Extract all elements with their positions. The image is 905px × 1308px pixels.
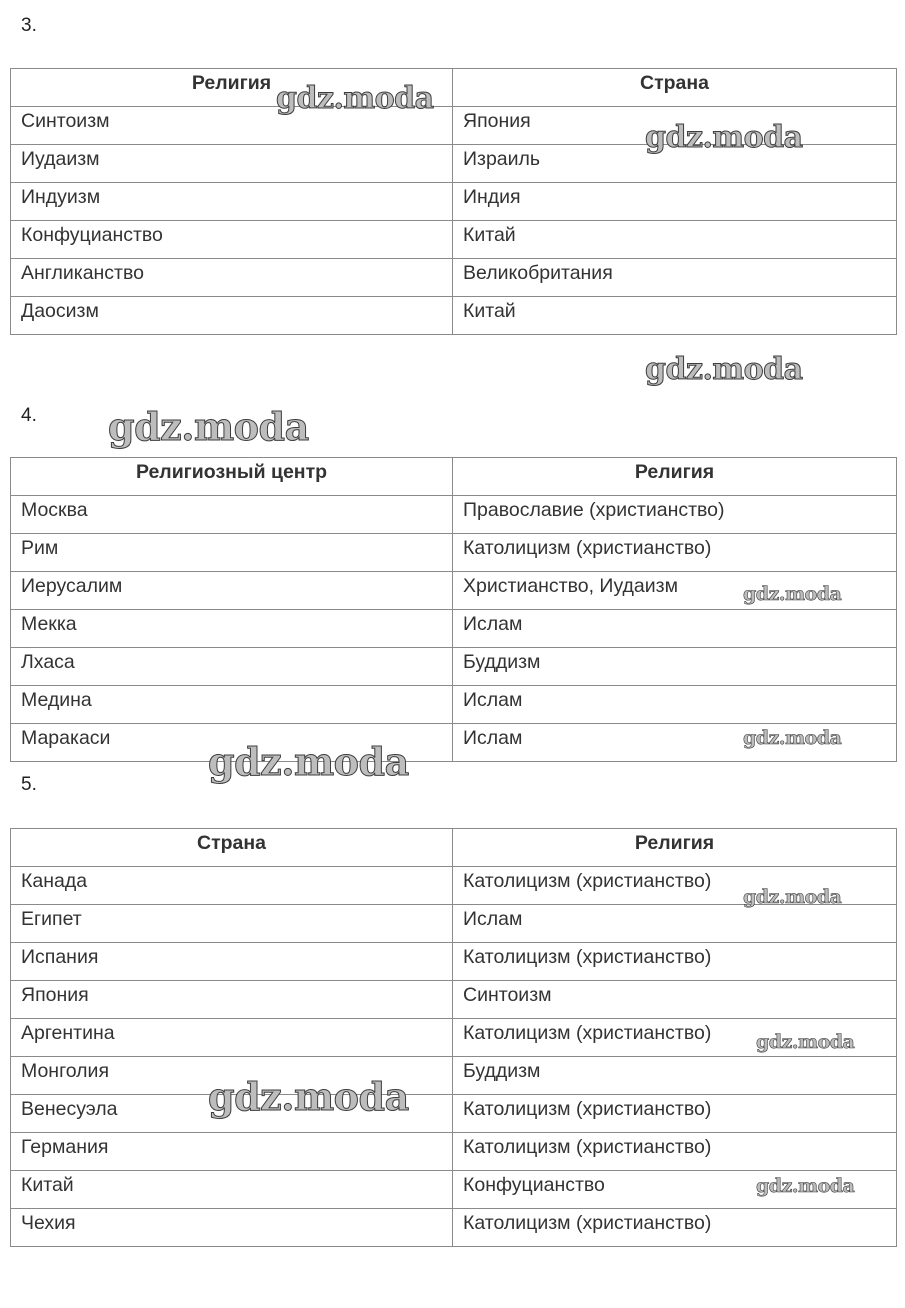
table-header-row xyxy=(11,458,897,496)
table-cell: Ислам xyxy=(453,686,897,724)
table-row xyxy=(11,221,897,259)
table-cell: Индия xyxy=(453,183,897,221)
table-row xyxy=(11,145,897,183)
table-cell: Католицизм (христианство) xyxy=(453,943,897,981)
table-row xyxy=(11,496,897,534)
table-cell: Ислам xyxy=(453,724,897,762)
table-cell: Конфуцианство xyxy=(11,221,453,259)
table-cell: Иерусалим xyxy=(11,572,453,610)
watermark: gdz.moda xyxy=(756,1031,855,1053)
table-row xyxy=(11,648,897,686)
table-cell: Аргентина xyxy=(11,1019,453,1057)
table-row xyxy=(11,724,897,762)
table-cell: Православие (христианство) xyxy=(453,496,897,534)
table-cell: Буддизм xyxy=(453,1057,897,1095)
table-row xyxy=(11,183,897,221)
table-cell: Израиль xyxy=(453,145,897,183)
table-cell: Католицизм (христианство) xyxy=(453,1209,897,1247)
task-4-number: 4. xyxy=(21,405,37,426)
table-header-row xyxy=(11,829,897,867)
table-row xyxy=(11,534,897,572)
table-cell: Синтоизм xyxy=(11,107,453,145)
table-cell: Китай xyxy=(453,297,897,335)
table-cell: Испания xyxy=(11,943,453,981)
watermark: gdz.moda xyxy=(208,1074,409,1119)
table-row xyxy=(11,686,897,724)
table-cell: Великобритания xyxy=(453,259,897,297)
table-cell: Канада xyxy=(11,867,453,905)
table-cell: Венесуэла xyxy=(11,1095,453,1133)
table-cell: Лхаса xyxy=(11,648,453,686)
task-5-table xyxy=(10,828,897,1247)
table-row xyxy=(11,259,897,297)
table-row xyxy=(11,905,897,943)
watermark: gdz.moda xyxy=(108,404,309,449)
table-cell: Христианство, Иудаизм xyxy=(453,572,897,610)
table-cell: Маракаси xyxy=(11,724,453,762)
column-header: Страна xyxy=(11,829,453,867)
task-5-number: 5. xyxy=(21,774,37,795)
table-cell: Конфуцианство xyxy=(453,1171,897,1209)
table-cell: Католицизм (христианство) xyxy=(453,867,897,905)
table-cell: Германия xyxy=(11,1133,453,1171)
column-header: Страна xyxy=(453,69,897,107)
watermark: gdz.moda xyxy=(743,727,842,749)
table-row xyxy=(11,1133,897,1171)
task-3-table xyxy=(10,68,897,335)
table-row xyxy=(11,867,897,905)
table-cell: Медина xyxy=(11,686,453,724)
table-cell: Чехия xyxy=(11,1209,453,1247)
table-cell: Монголия xyxy=(11,1057,453,1095)
watermark: gdz.moda xyxy=(743,583,842,605)
table-cell: Мекка xyxy=(11,610,453,648)
table-cell: Китай xyxy=(11,1171,453,1209)
table-cell: Католицизм (христианство) xyxy=(453,534,897,572)
watermark: gdz.moda xyxy=(645,120,803,155)
watermark: gdz.moda xyxy=(756,1175,855,1197)
table-row xyxy=(11,610,897,648)
table-cell: Католицизм (христианство) xyxy=(453,1019,897,1057)
watermark: gdz.moda xyxy=(645,352,803,387)
table-cell: Япония xyxy=(453,107,897,145)
column-header: Религиозный центр xyxy=(11,458,453,496)
task-4-table xyxy=(10,457,897,762)
table-cell: Китай xyxy=(453,221,897,259)
table-cell: Синтоизм xyxy=(453,981,897,1019)
table-cell: Индуизм xyxy=(11,183,453,221)
table-row xyxy=(11,107,897,145)
table-row xyxy=(11,297,897,335)
table-cell: Англиканство xyxy=(11,259,453,297)
table-row xyxy=(11,981,897,1019)
table-row xyxy=(11,1171,897,1209)
table-header-row xyxy=(11,69,897,107)
watermark: gdz.moda xyxy=(743,886,842,908)
table-row xyxy=(11,1209,897,1247)
table-row xyxy=(11,1095,897,1133)
table-cell: Ислам xyxy=(453,610,897,648)
column-header: Религия xyxy=(11,69,453,107)
table-cell: Египет xyxy=(11,905,453,943)
table-cell: Иудаизм xyxy=(11,145,453,183)
table-cell: Рим xyxy=(11,534,453,572)
table-cell: Католицизм (христианство) xyxy=(453,1095,897,1133)
table-row xyxy=(11,1057,897,1095)
column-header: Религия xyxy=(453,458,897,496)
watermark: gdz.moda xyxy=(208,739,409,784)
table-row xyxy=(11,572,897,610)
column-header: Религия xyxy=(453,829,897,867)
table-cell: Москва xyxy=(11,496,453,534)
table-cell: Япония xyxy=(11,981,453,1019)
watermark: gdz.moda xyxy=(276,81,434,116)
table-row xyxy=(11,1019,897,1057)
table-cell: Буддизм xyxy=(453,648,897,686)
task-3-number: 3. xyxy=(21,15,37,36)
table-cell: Ислам xyxy=(453,905,897,943)
table-cell: Католицизм (христианство) xyxy=(453,1133,897,1171)
table-cell: Даосизм xyxy=(11,297,453,335)
table-row xyxy=(11,943,897,981)
